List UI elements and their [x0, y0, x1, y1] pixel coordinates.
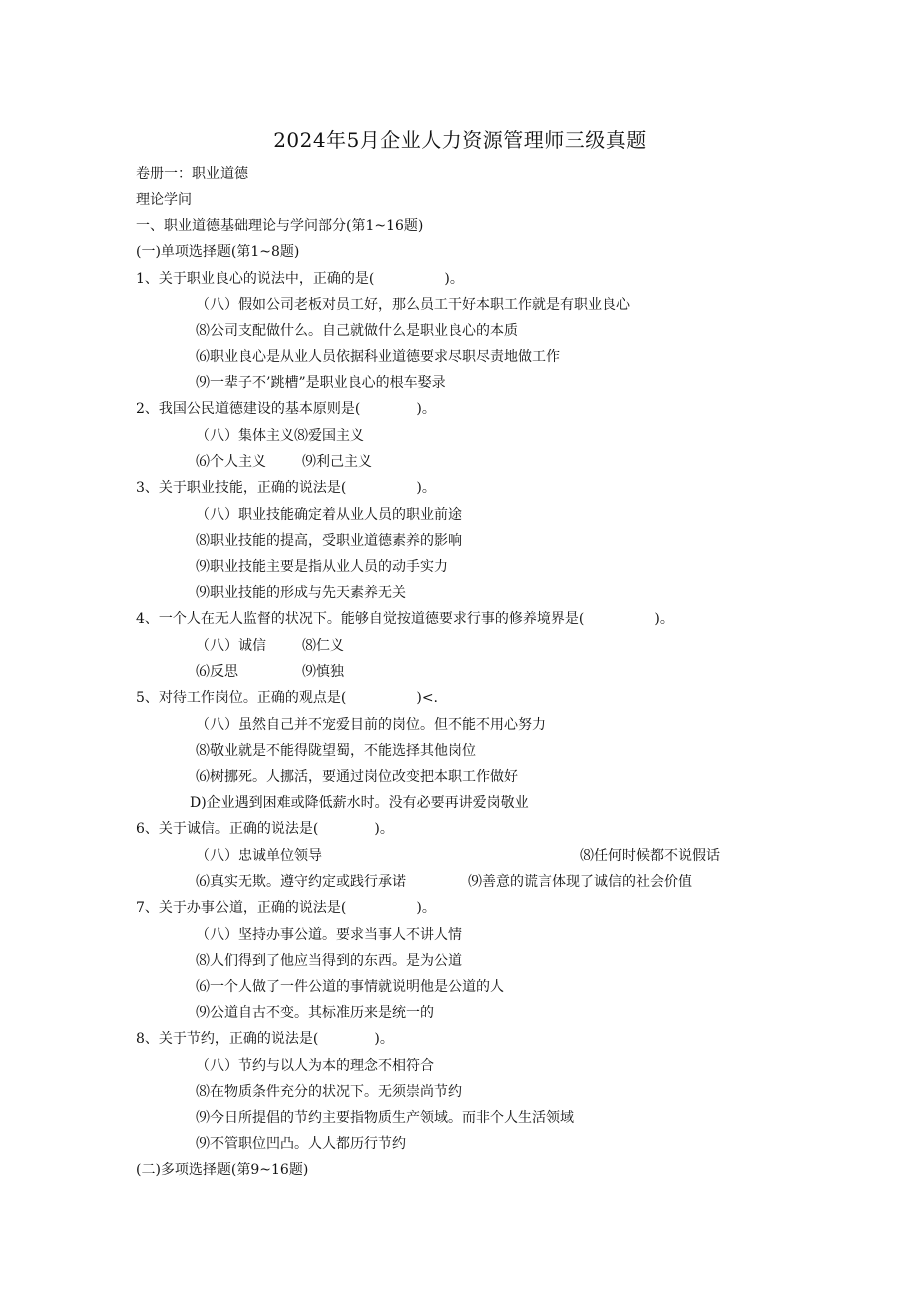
question-stem: 2、我国公民道德建设的基本原则是( )。: [136, 401, 436, 417]
question-stem: 6、关于诚信。正确的说法是( )。: [136, 821, 394, 837]
option-a: （八）虽然自己并不宠爱目前的岗位。但不能不用心努力: [196, 717, 546, 733]
option-d: ⑼职业技能的形成与先天素养无关: [196, 585, 406, 601]
option-b: ⑻任何时候都不说假话: [580, 848, 720, 864]
part-heading: 一、职业道德基础理论与学问部分(第1~16题): [136, 218, 424, 234]
option-ab: （八）集体主义⑻爱国主义: [196, 428, 364, 444]
option-b: ⑻人们得到了他应当得到的东西。是为公道: [196, 953, 462, 969]
option-c: ⑹个人主义: [196, 454, 266, 470]
option-c: ⑹职业良心是从业人员依据科业道德要求尽职尽责地做工作: [196, 349, 560, 365]
question-stem: 7、关于办事公道，正确的说法是( )。: [136, 900, 436, 916]
question-stem: 3、关于职业技能，正确的说法是( )。: [136, 480, 436, 496]
option-c: ⑹反思: [196, 664, 238, 680]
question-stem: 8、关于节约，正确的说法是( )。: [136, 1031, 394, 1047]
option-a: （八）诚信: [196, 638, 266, 654]
option-d: ⑼利己主义: [302, 454, 372, 470]
option-b: ⑻仁义: [302, 638, 344, 654]
option-c: ⑹真实无欺。遵守约定或践行承诺: [196, 874, 406, 890]
option-a: （八）坚持办事公道。要求当事人不讲人情: [196, 927, 462, 943]
option-d: ⑼公道自古不变。其标准历来是统一的: [196, 1005, 434, 1021]
option-b: ⑻敬业就是不能得陇望蜀，不能选择其他岗位: [196, 743, 476, 759]
option-c: ⑼职业技能主要是指从业人员的动手实力: [196, 559, 448, 575]
option-d: D)企业遇到困难或降低薪水时。没有必要再讲爱岗敬业: [190, 795, 529, 811]
option-a: （八）忠诚单位领导: [196, 848, 322, 864]
option-d: ⑼慎独: [302, 664, 344, 680]
section-heading: 理论学问: [136, 192, 192, 208]
option-b: ⑻职业技能的提高，受职业道德素养的影响: [196, 533, 462, 549]
subsection-heading: (一)单项选择题(第1~8题): [136, 244, 300, 260]
option-a: （八）职业技能确定着从业人员的职业前途: [196, 507, 462, 523]
option-c: ⑼今日所提倡的节约主要指物质生产领域。而非个人生活领域: [196, 1110, 574, 1126]
question-stem: 1、关于职业良心的说法中，正确的是( )。: [136, 271, 464, 287]
option-a: （八）节约与以人为本的理念不相符合: [196, 1058, 434, 1074]
document-title: 2024年5月企业人力资源管理师三级真题: [273, 128, 647, 152]
option-c: ⑹树挪死。人挪活，要通过岗位改变把本职工作做好: [196, 769, 518, 785]
subsection-heading: (二)多项选择题(第9~16题): [136, 1162, 309, 1178]
option-a: （八）假如公司老板对员工好，那么员工干好本职工作就是有职业良心: [196, 297, 630, 313]
option-c: ⑹一个人做了一件公道的事情就说明他是公道的人: [196, 979, 504, 995]
option-d: ⑼不管职位凹凸。人人都历行节约: [196, 1136, 406, 1152]
option-b: ⑻在物质条件充分的状况下。无须崇尚节约: [196, 1084, 462, 1100]
option-d: ⑼一辈子不’跳槽”是职业良心的根车娶录: [196, 375, 446, 391]
option-d: ⑼善意的谎言体现了诚信的社会价值: [468, 874, 692, 890]
volume-heading: 卷册一：职业道德: [136, 166, 248, 182]
option-b: ⑻公司支配做什么。自己就做什么是职业良心的本质: [196, 323, 518, 339]
question-stem: 4、一个人在无人监督的状况下。能够自觉按道德要求行事的修养境界是( )。: [136, 611, 674, 627]
question-stem: 5、对待工作岗位。正确的观点是( )<.: [136, 690, 439, 706]
